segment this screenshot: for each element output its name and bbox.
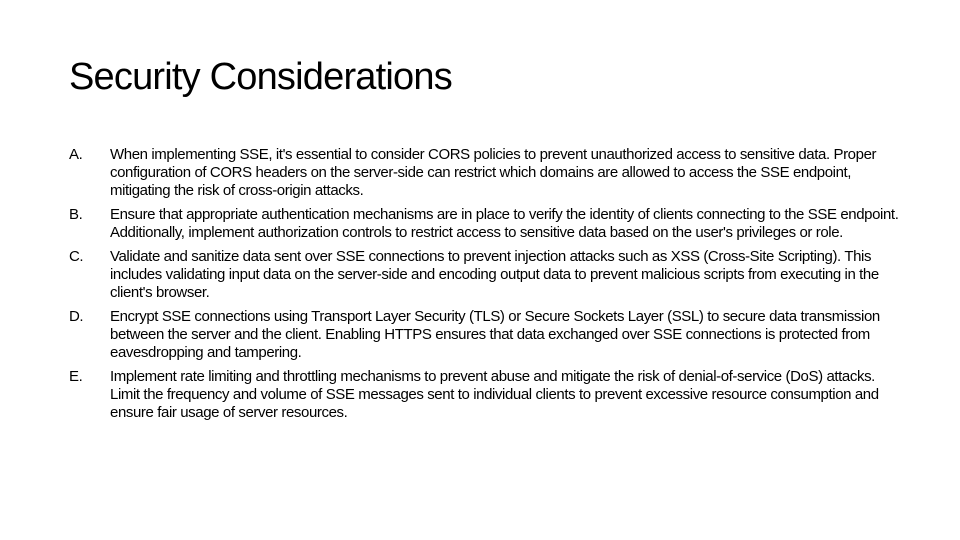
- list-item-text: Validate and sanitize data sent over SSE connections to prevent injection attacks such as XSS (Cross-Site Scripting). This includes validating input data on the server-side and encoding output data to prevent malicious scripts from executing in the client's browser.: [110, 248, 879, 301]
- list-item: [69, 308, 899, 362]
- list-item: [69, 368, 899, 422]
- list-item-text: When implementing SSE, it's essential to consider CORS policies to prevent unauthorized access to sensitive data. Proper configuration of CORS headers on the server-side can restrict which domains are allowed to access the SSE endpoint, mitigating the risk of cross-origin attacks.: [110, 146, 877, 199]
- list-marker: A.: [69, 146, 83, 163]
- list-marker: C.: [69, 248, 84, 265]
- considerations-list: [69, 146, 899, 428]
- list-item-text: Ensure that appropriate authentication mechanisms are in place to verify the identity of clients connecting to the SSE endpoint. Additionally, implement authorization controls to restrict access to sensitive data based on the user's privileges or role.: [110, 206, 899, 241]
- slide-title: Security Considerations: [69, 56, 452, 98]
- list-item: [69, 248, 899, 302]
- list-item-text: Encrypt SSE connections using Transport Layer Security (TLS) or Secure Sockets Layer (SSL) to secure data transmission between the server and the client. Enabling HTTPS ensures that data exchanged over SSE connections is protected from eavesdropping and tampering.: [110, 308, 880, 361]
- list-marker: D.: [69, 308, 84, 325]
- list-marker: B.: [69, 206, 83, 223]
- list-item-text: Implement rate limiting and throttling mechanisms to prevent abuse and mitigate the risk of denial-of-service (DoS) attacks. Limit the frequency and volume of SSE messages sent to individual clients to prevent excessive resource consumption and ensure fair usage of server resources.: [110, 368, 879, 421]
- list-item: [69, 206, 899, 242]
- list-marker: E.: [69, 368, 83, 385]
- list-item: [69, 146, 899, 200]
